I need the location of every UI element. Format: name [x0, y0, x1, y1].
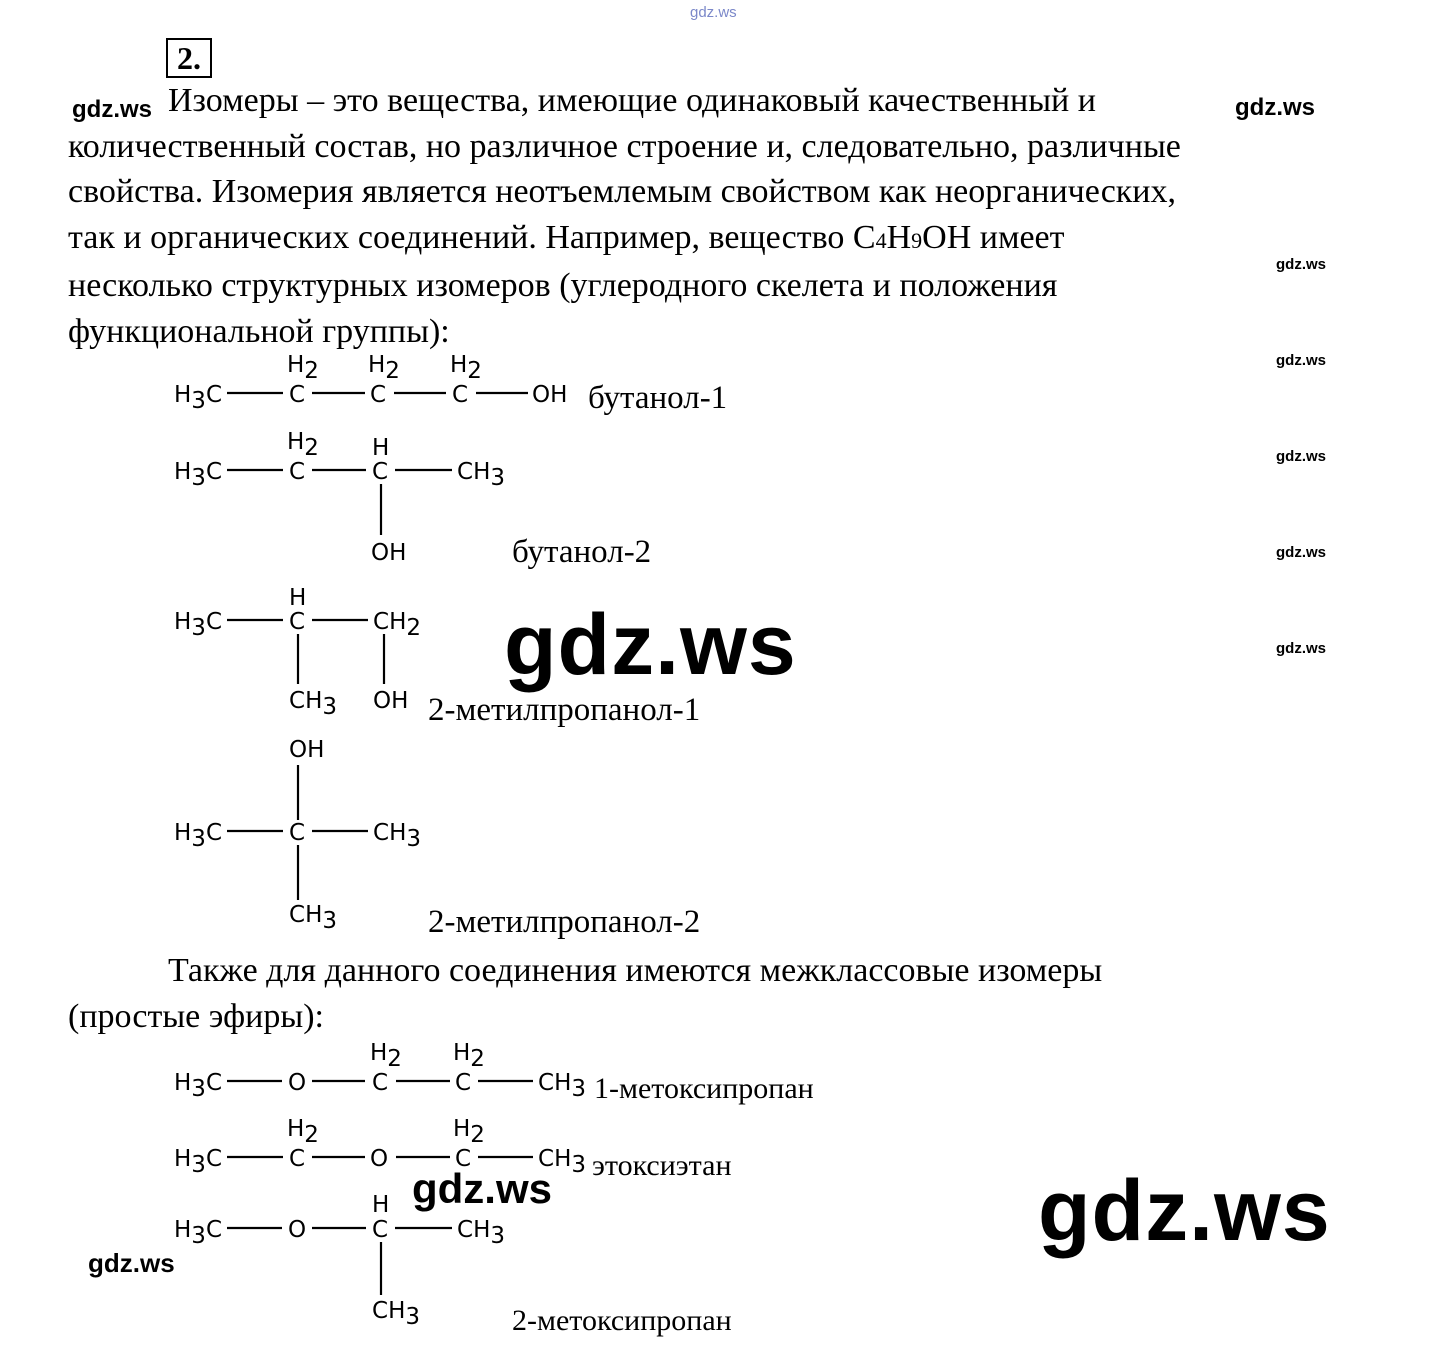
atom-label: CH3 [457, 1217, 505, 1249]
atom-label: C [372, 1217, 389, 1243]
atom-label: CH3 [457, 459, 505, 491]
watermark-small: gdz.ws [88, 1248, 175, 1278]
atom-label: O [288, 1217, 307, 1243]
structure-butanol-2 [174, 429, 505, 566]
compound-name: 2-метоксипропан [512, 1304, 732, 1337]
atom-label: H [372, 435, 390, 461]
watermark-small: gdz.ws [1276, 256, 1327, 273]
atom-label: OH [371, 540, 407, 566]
paragraph-line: (простые эфиры): [68, 997, 324, 1035]
paragraph-ethers [68, 948, 1368, 1039]
atom-label: H2 [370, 1040, 402, 1072]
atom-label: CH3 [289, 902, 337, 934]
atom-label: CH3 [538, 1070, 586, 1102]
structure-1-methoxypropane [174, 1040, 586, 1102]
paragraph-line: свойства. Изомерия является неотъемлемым свойством как неорганических, [68, 173, 1177, 210]
atom-label: C [372, 459, 389, 485]
watermark-small: gdz.ws [1276, 352, 1327, 369]
atom-label: C [452, 382, 469, 408]
atom-label: H2 [368, 352, 400, 384]
atom-label: H3C [174, 382, 222, 414]
paragraph-line: Также для данного соединения имеются межклассовые изомеры [168, 952, 1103, 989]
paragraph-line: функциональной группы): [68, 312, 450, 350]
atom-label: C [455, 1146, 472, 1172]
atom-label: CH3 [538, 1146, 586, 1178]
watermark-small: gdz.ws [1276, 640, 1327, 657]
watermark-top: gdz.ws [690, 4, 737, 21]
paragraph-line: Изомеры – это вещества, имеющие одинаковый качественный и [168, 82, 1096, 119]
atom-label: C [372, 1070, 389, 1096]
atom-label: H3C [174, 820, 222, 852]
atom-label: H2 [287, 352, 319, 384]
atom-label: H3C [174, 459, 222, 491]
compound-name: 2-метилпропанол-1 [428, 692, 701, 728]
atom-label: H2 [287, 429, 319, 461]
atom-label: C [289, 1146, 306, 1172]
watermark-small: gdz.ws [72, 96, 153, 123]
compound-name: бутанол-1 [588, 380, 728, 416]
watermark-large: gdz.ws [504, 597, 797, 693]
atom-label: H2 [450, 352, 482, 384]
compound-name: 1-метоксипропан [594, 1072, 814, 1105]
atom-label: H2 [453, 1116, 485, 1148]
atom-label: C [289, 820, 306, 846]
compound-name: бутанол-2 [512, 534, 652, 570]
atom-label: C [289, 382, 306, 408]
atom-label: H [372, 1192, 390, 1218]
atom-label: H2 [453, 1040, 485, 1072]
paragraph-line: несколько структурных изомеров (углеродного скелета и положения [68, 267, 1058, 304]
atom-label: H [289, 585, 307, 611]
compound-name: 2-метилпропанол-2 [428, 904, 701, 940]
compound-name: этоксиэтан [592, 1149, 732, 1182]
structure-butanol-1 [174, 352, 567, 414]
atom-label: H3C [174, 1217, 222, 1249]
paragraph-line: количественный состав, но различное строение и, следовательно, различные [68, 127, 1181, 165]
atom-label: C [289, 459, 306, 485]
watermark-small: gdz.ws [1235, 94, 1316, 121]
atom-label: OH [532, 382, 568, 408]
atom-label: O [288, 1070, 307, 1096]
atom-label: O [370, 1146, 389, 1172]
watermark-large: gdz.ws [1038, 1163, 1331, 1259]
atom-label: H2 [287, 1116, 319, 1148]
atom-label: OH [373, 688, 409, 714]
atom-label: H3C [174, 1146, 222, 1178]
watermark-large: gdz.ws [412, 1165, 553, 1212]
atom-label: CH3 [289, 688, 337, 720]
atom-label: OH [289, 737, 325, 763]
atom-label: CH2 [373, 609, 421, 641]
atom-label: H3C [174, 609, 222, 641]
atom-label: C [289, 609, 306, 635]
paragraph-line: так и органических соединений. Например, вещество С4Н9ОН имеет [68, 218, 1065, 256]
watermark-small: gdz.ws [1276, 544, 1327, 561]
atom-label: H3C [174, 1070, 222, 1102]
task-number-text: 2. [177, 40, 201, 76]
atom-label: C [370, 382, 387, 408]
atom-label: CH3 [372, 1298, 420, 1330]
atom-label: C [455, 1070, 472, 1096]
atom-label: CH3 [373, 820, 421, 852]
watermark-small: gdz.ws [1276, 448, 1327, 465]
